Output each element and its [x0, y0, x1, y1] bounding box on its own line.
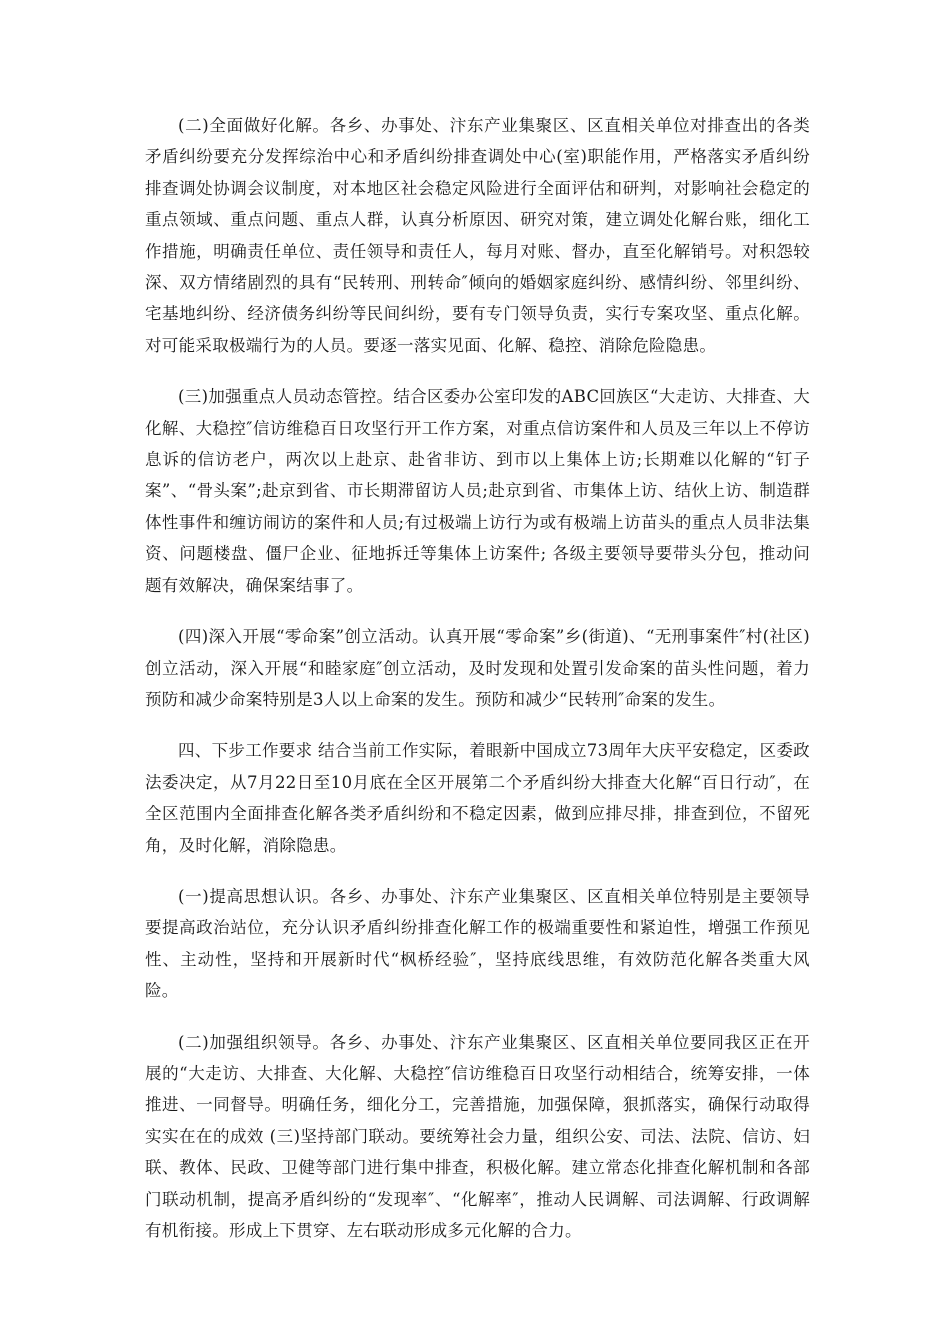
paragraph-next-step-requirements: 四、下步工作要求 结合当前工作实际，着眼新中国成立73周年大庆平安稳定，区委政法委决定，从7月22日至10月底在全区开展第二个矛盾纠纷大排查大化解“百日行动″，在全区范围内全面排查化解各类矛盾纠纷和不稳定因素，做到应排尽排，排查到位，不留死角，及时化解，消除隐患。 — [145, 741, 810, 855]
document-body — [145, 110, 810, 1266]
paragraph-resolve-disputes: (二)全面做好化解。各乡、办事处、汴东产业集聚区、区直相关单位对排查出的各类矛盾纠纷要充分发挥综治中心和矛盾纠纷排查调处中心(室)职能作用，严格落实矛盾纠纷排查调处协调会议制度，对本地区社会稳定风险进行全面评估和研判，对影响社会稳定的重点领域、重点问题、重点人群，认真分析原因、研究对策，建立调处化解台账，细化工作措施，明确责任单位、责任领导和责任人，每月对账、督办，直至化解销号。对积怨较深、双方情绪剧烈的具有“民转刑、刑转命″倾向的婚姻家庭纠纷、感情纠纷、邻里纠纷、宅基地纠纷、经济债务纠纷等民间纠纷，要有专门领导负责，实行专案攻坚、重点化解。对可能采取极端行为的人员。要逐一落实见面、化解、稳控、消除危险隐患。 — [145, 116, 810, 355]
paragraph-key-personnel-control: (三)加强重点人员动态管控。结合区委办公室印发的ABC回族区“大走访、大排查、大化解、大稳控″信访维稳百日攻坚行开工作方案，对重点信访案件和人员及三年以上不停访息诉的信访老户，两次以上赴京、赴省非访、到市以上集体上访;长期难以化解的“钉子案”、“骨头案”;赴京到省、市长期滞留访人员;赴京到省、市集体上访、结伙上访、制造群体性事件和缠访闹访的案件和人员;有过极端上访行为或有极端上访苗头的重点人员非法集资、问题楼盘、僵尸企业、征地拆迁等集体上访案件; 各级主要领导要带头分包，推动问题有效解决，确保案结事了。 — [145, 387, 810, 595]
paragraph-zero-homicide-campaign: (四)深入开展“零命案”创立活动。认真开展“零命案”乡(街道)、“无刑事案件″村(社区)创立活动，深入开展“和睦家庭″创立活动，及时发现和处置引发命案的苗头性问题，着力预防和减少命案特别是3人以上命案的发生。预防和减少“民转刑″命案的发生。 — [145, 627, 810, 709]
paragraph-raise-awareness: (一)提高思想认识。各乡、办事处、汴东产业集聚区、区直相关单位特别是主要领导要提高政治站位，充分认识矛盾纠纷排查化解工作的极端重要性和紧迫性，增强工作预见性、主动性，坚持和开展新时代“枫桥经验″，坚持底线思维，有效防范化解各类重大风险。 — [145, 886, 810, 1001]
paragraph-strengthen-leadership: (二)加强组织领导。各乡、办事处、汴东产业集聚区、区直相关单位要同我区正在开展的“大走访、大排查、大化解、大稳控″信访维稳百日攻坚行动相结合，统筹安排，一体推进、一同督导。明确任务，细化分工，完善措施，加强保障，狠抓落实，确保行动取得实实在在的成效 (三)坚持部门联动。要统筹社会力量，组织公安、司法、法院、信访、妇联、教体、民政、卫健等部门进行集中排查，积极化解。建立常态化排查化解机制和各部门联动机制，提高矛盾纠纷的“发现率″、“化解率″，推动人民调解、司法调解、行政调解有机衔接。形成上下贯穿、左右联动形成多元化解的合力。 — [145, 1032, 810, 1240]
